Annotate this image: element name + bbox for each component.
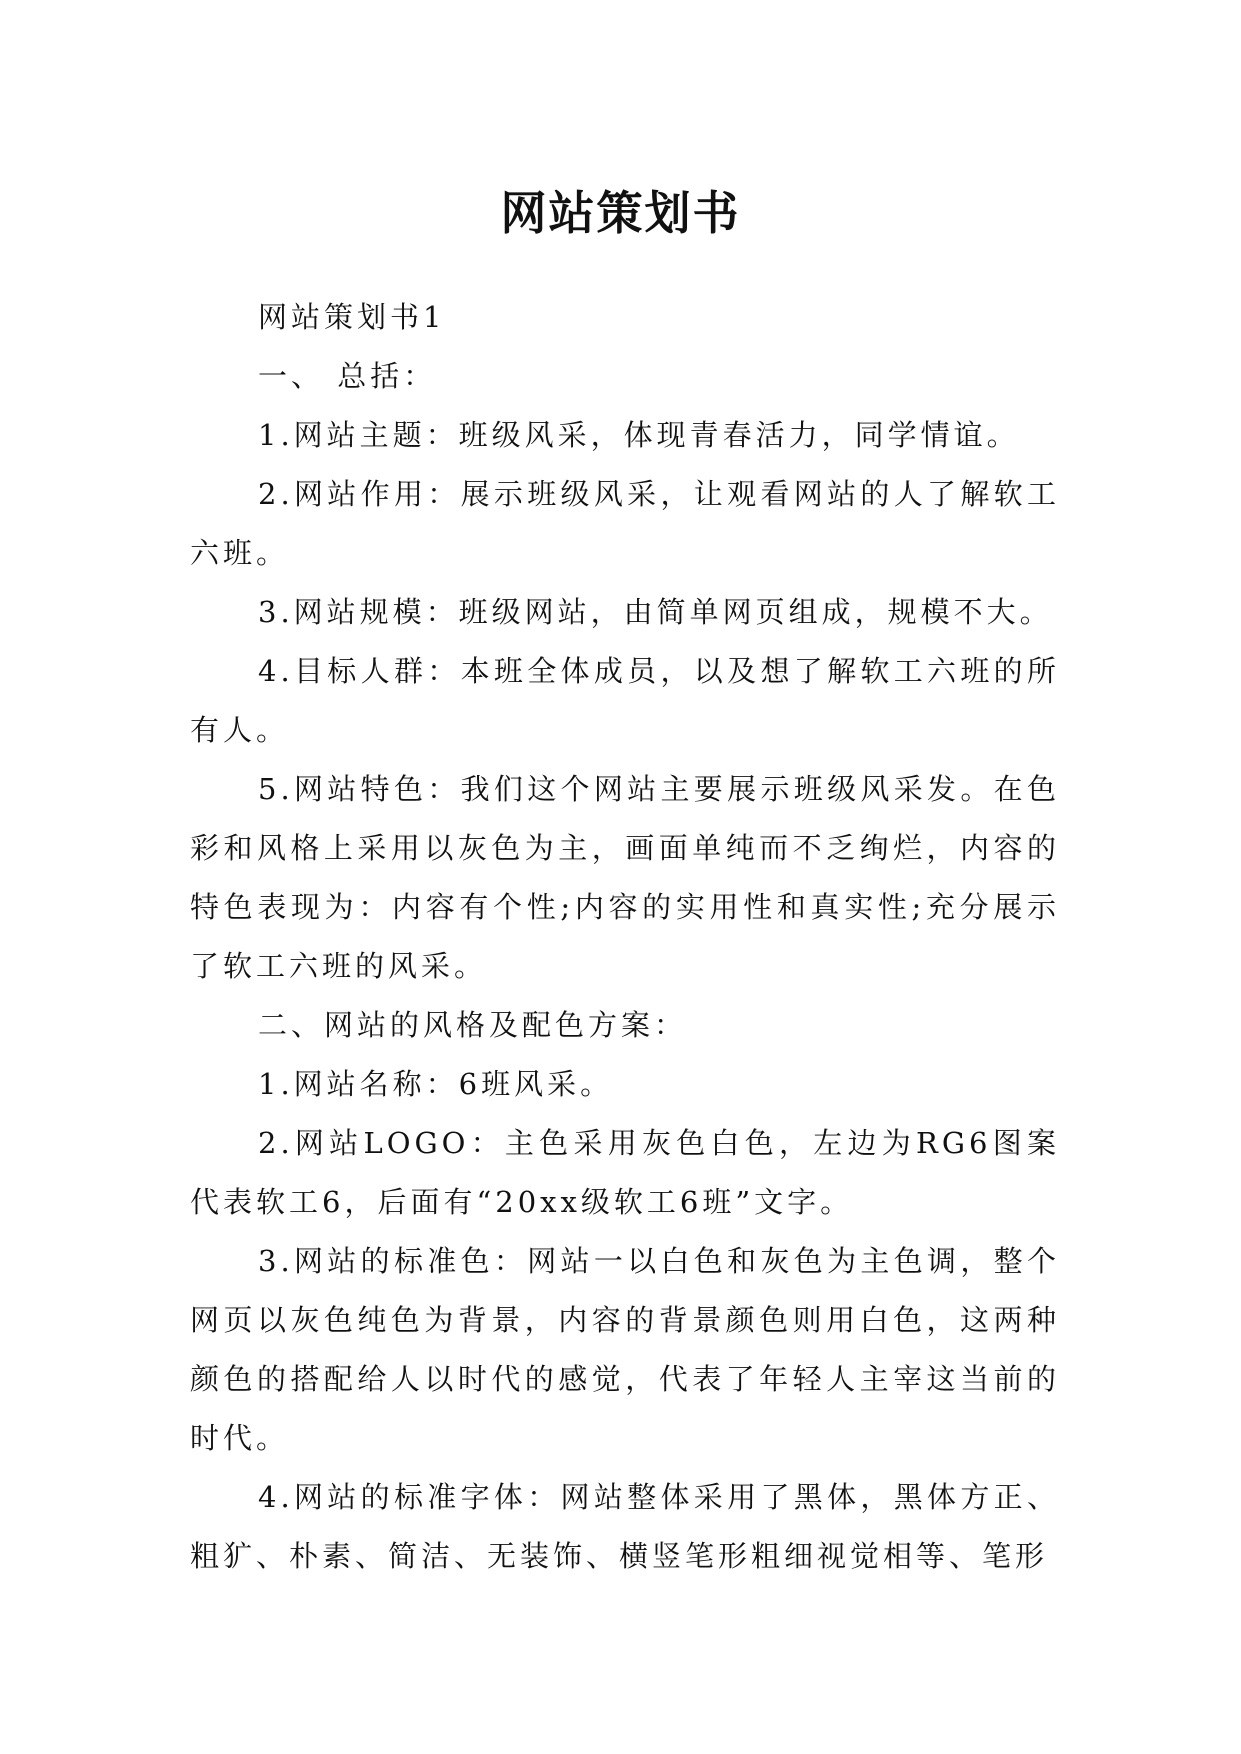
paragraph: 网站策划书1	[258, 300, 446, 334]
paragraph: 3.网站的标准色：网站一以白色和灰色为主色调，整个网页以灰色纯色为背景，内容的背景颜色则用白色，这两种颜色的搭配给人以时代的感觉，代表了年轻人主宰这当前的时代。	[190, 1244, 1060, 1455]
paragraph: 1.网站名称：6班风采。	[258, 1067, 614, 1101]
paragraph: 4.目标人群：本班全体成员，以及想了解软工六班的所有人。	[190, 654, 1060, 747]
paragraph: 5.网站特色：我们这个网站主要展示班级风采发。在色彩和风格上采用以灰色为主，画面单纯而不乏绚烂，内容的特色表现为：内容有个性;内容的实用性和真实性;充分展示了软工六班的风采。	[190, 772, 1060, 983]
document-title: 网站策划书	[500, 185, 741, 240]
paragraph: 1.网站主题：班级风采，体现青春活力，同学情谊。	[258, 418, 1020, 452]
paragraph: 3.网站规模：班级网站，由简单网页组成，规模不大。	[258, 595, 1053, 629]
document-body	[190, 288, 1060, 1586]
paragraph: 一、 总括：	[258, 359, 437, 393]
paragraph: 2.网站LOGO：主色采用灰色白色，左边为RG6图案代表软工6，后面有“20xx级软工6班”文字。	[190, 1126, 1060, 1219]
paragraph: 2.网站作用：展示班级风采，让观看网站的人了解软工六班。	[190, 477, 1060, 570]
paragraph: 4.网站的标准字体：网站整体采用了黑体，黑体方正、粗犷、朴素、简洁、无装饰、横竖笔形粗细视觉相等、笔形	[190, 1480, 1060, 1573]
paragraph: 二、网站的风格及配色方案：	[258, 1008, 688, 1042]
